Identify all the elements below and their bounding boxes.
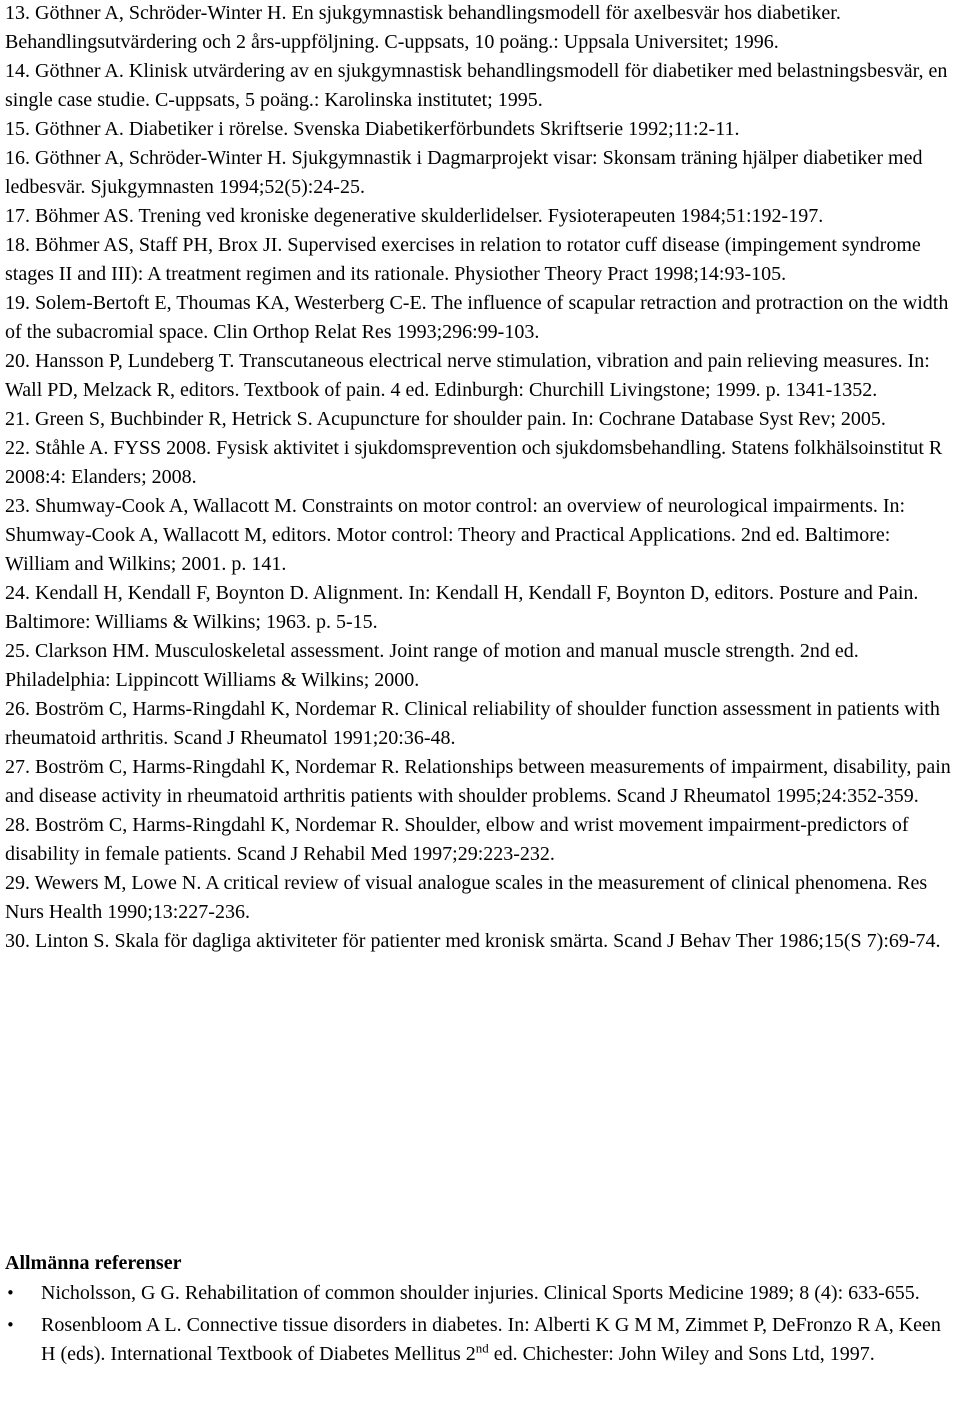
ordinal-superscript: nd	[475, 1340, 489, 1356]
general-reference-item	[0, 1311, 958, 1369]
reference-24: 24. Kendall H, Kendall F, Boynton D. Alignment. In: Kendall H, Kendall F, Boynton D, editors. Posture and Pain. Baltimore: Williams & Wilkins; 1963. p. 5-15.	[5, 582, 919, 633]
reference-23: 23. Shumway-Cook A, Wallacott M. Constraints on motor control: an overview of neurological impairments. In: Shumway-Cook A, Wallacott M, editors. Motor control: Theory and Practical Applications. 2nd ed. Baltimore: William and Wilkins; 2001. p. 141.	[5, 495, 906, 575]
general-reference-item	[0, 1279, 958, 1308]
reference-30: 30. Linton S. Skala för dagliga aktiviteter för patienter med kronisk smärta. Scand J Behav Ther 1986;15(S 7):69-74.	[5, 930, 941, 952]
reference-26: 26. Boström C, Harms-Ringdahl K, Nordemar R. Clinical reliability of shoulder function assessment in patients with rheumatoid arthritis. Scand J Rheumatol 1991;20:36-48.	[5, 698, 940, 749]
reference-19: 19. Solem-Bertoft E, Thoumas KA, Westerberg C-E. The influence of scapular retraction and protraction on the width of the subacromial space. Clin Orthop Relat Res 1993;296:99-103.	[5, 292, 949, 343]
reference-21: 21. Green S, Buchbinder R, Hetrick S. Acupuncture for shoulder pain. In: Cochrane Database Syst Rev; 2005.	[5, 408, 886, 430]
general-reference-text-start: Rosenbloom A L. Connective tissue disorders in diabetes. In: Alberti K G M M, Zimmet P, DeFronzo R A, Keen H (eds). International Textbook of Diabetes Mellitus 2	[41, 1314, 941, 1365]
reference-list	[5, 0, 958, 956]
reference-18: 18. Böhmer AS, Staff PH, Brox JI. Supervised exercises in relation to rotator cuff disease (impingement syndrome stages II and III): A treatment regimen and its rationale. Physiother Theory Pract 1998;14:93-105.	[5, 234, 921, 285]
reference-15: 15. Göthner A. Diabetiker i rörelse. Svenska Diabetikerförbundets Skriftserie 1992;11:2-11.	[5, 118, 740, 140]
general-reference-text: Nicholsson, G G. Rehabilitation of common shoulder injuries. Clinical Sports Medicine 1989; 8 (4): 633-655.	[41, 1282, 920, 1304]
reference-16: 16. Göthner A, Schröder-Winter H. Sjukgymnastik i Dagmarprojekt visar: Skonsam träning hjälper diabetiker med ledbesvär. Sjukgymnasten 1994;52(5):24-25.	[5, 147, 923, 198]
general-reference-text-end: ed. Chichester: John Wiley and Sons Ltd, 1997.	[488, 1343, 875, 1365]
reference-27: 27. Boström C, Harms-Ringdahl K, Nordemar R. Relationships between measurements of impairment, disability, pain and disease activity in rheumatoid arthritis patients with shoulder problems. Scand J Rheumatol 1995;24:352-359.	[5, 756, 951, 807]
reference-14: 14. Göthner A. Klinisk utvärdering av en sjukgymnastisk behandlingsmodell för diabetiker med belastningsbesvär, en single case studie. C-uppsats, 5 poäng.: Karolinska institutet; 1995.	[5, 60, 948, 111]
reference-13: 13. Göthner A, Schröder-Winter H. En sjukgymnastisk behandlingsmodell för axelbesvär hos diabetiker. Behandlingsutvärdering och 2 års-uppföljning. C-uppsats, 10 poäng.: Uppsala Universitet; 1996.	[5, 2, 841, 53]
bullet-icon: •	[6, 1284, 15, 1302]
reference-25: 25. Clarkson HM. Musculoskeletal assessment. Joint range of motion and manual muscle strength. 2nd ed. Philadelphia: Lippincott Williams & Wilkins; 2000.	[5, 640, 859, 691]
reference-20: 20. Hansson P, Lundeberg T. Transcutaneous electrical nerve stimulation, vibration and pain relieving measures. In: Wall PD, Melzack R, editors. Textbook of pain. 4 ed. Edinburgh: Churchill Livingstone; 1999. p. 1341-1352.	[5, 350, 930, 401]
reference-29: 29. Wewers M, Lowe N. A critical review of visual analogue scales in the measurement of clinical phenomena. Res Nurs Health 1990;13:227-236.	[5, 872, 928, 923]
reference-22: 22. Ståhle A. FYSS 2008. Fysisk aktivitet i sjukdomsprevention och sjukdomsbehandling. Statens folkhälsoinstitut R 2008:4: Elanders; 2008.	[5, 437, 943, 488]
reference-17: 17. Böhmer AS. Trening ved kroniske degenerative skulderlidelser. Fysioterapeuten 1984;51:192-197.	[5, 205, 824, 227]
general-references-heading: Allmänna referenser	[5, 1252, 182, 1274]
reference-28: 28. Boström C, Harms-Ringdahl K, Nordemar R. Shoulder, elbow and wrist movement impairment-predictors of disability in female patients. Scand J Rehabil Med 1997;29:223-232.	[5, 814, 909, 865]
general-references-list	[0, 1279, 958, 1372]
bullet-icon: •	[6, 1316, 15, 1334]
